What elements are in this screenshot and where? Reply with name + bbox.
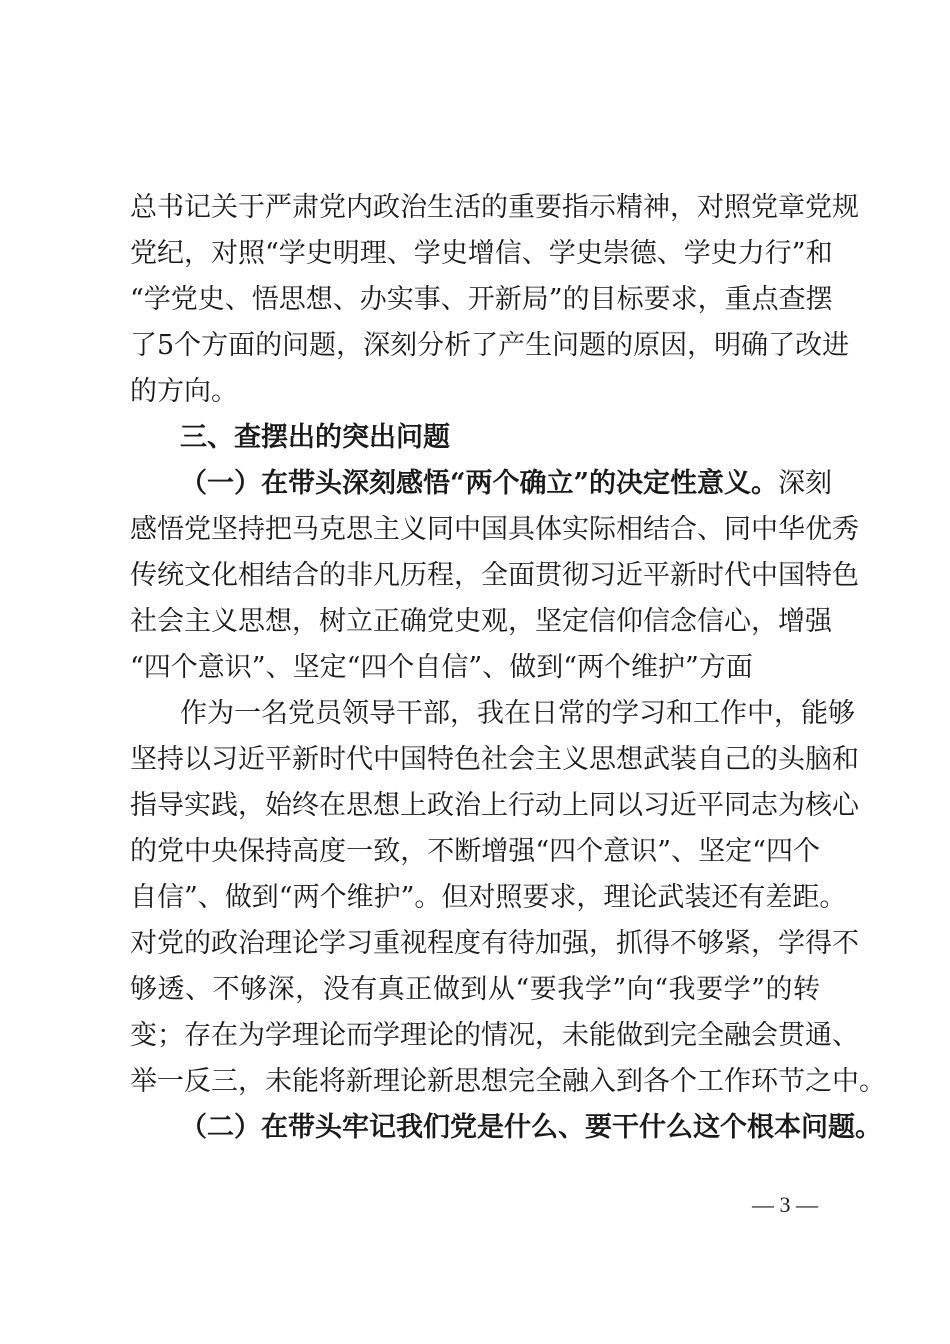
- intro-line-2: 党纪，对照“学史明理、学史增信、学史崇德、学史力行”和: [130, 238, 833, 269]
- item-one-first-line: [180, 464, 833, 504]
- item-one-line-3: 传统文化相结合的非凡历程，全面贯彻习近平新时代中国特色: [130, 560, 859, 591]
- body-line-3: 指导实践，始终在思想上政治上行动上同以习近平同志为核心: [130, 790, 859, 821]
- body-line-4: 的党中央保持高度一致，不断增强“四个意识”、坚定“四个: [130, 836, 820, 867]
- item-two-heading: [180, 1108, 882, 1148]
- body-line-7: 够透、不够深，没有真正做到从“要我学”向“我要学”的转: [130, 974, 820, 1005]
- item-one-first-line-rest: 深刻: [778, 468, 833, 499]
- intro-line-1: 总书记关于严肃党内政治生活的重要指示精神，对照党章党规: [130, 192, 859, 223]
- section-heading: 三、查摆出的突出问题: [180, 422, 450, 453]
- item-one-line-4: 社会主义思想，树立正确党史观，坚定信仰信念信心，增强: [130, 606, 832, 637]
- item-one-line-2: 感悟党坚持把马克思主义同中国具体实际相结合、同中华优秀: [130, 514, 859, 545]
- body-line-9: 举一反三，未能将新理论新思想完全融入到各个工作环节之中。: [130, 1066, 886, 1097]
- intro-line-5: 的方向。: [130, 376, 238, 407]
- body-line-1: 作为一名党员领导干部，我在日常的学习和工作中，能够: [180, 698, 855, 729]
- intro-line-4: 了5个方面的问题，深刻分析了产生问题的原因，明确了改进: [130, 330, 850, 361]
- page-number: — 3 —: [752, 1192, 818, 1217]
- item-one-line-5: “四个意识”、坚定“四个自信”、做到“两个维护”方面: [130, 652, 753, 683]
- body-line-5: 自信”、做到“两个维护”。但对照要求，理论武装还有差距。: [130, 882, 847, 913]
- intro-line-3: “学党史、悟思想、办实事、开新局”的目标要求，重点查摆: [130, 284, 833, 315]
- item-one-heading: （一）在带头深刻感悟“两个确立”的决定性意义。: [180, 468, 779, 499]
- body-line-2: 坚持以习近平新时代中国特色社会主义思想武装自己的头脑和: [130, 744, 859, 775]
- body-line-6: 对党的政治理论学习重视程度有待加强，抓得不够紧，学得不: [130, 928, 859, 959]
- item-two-heading-text: （二）在带头牢记我们党是什么、要干什么这个根本问题。: [180, 1112, 882, 1143]
- body-line-8: 变；存在为学理论而学理论的情况，未能做到完全融会贯通、: [130, 1020, 859, 1051]
